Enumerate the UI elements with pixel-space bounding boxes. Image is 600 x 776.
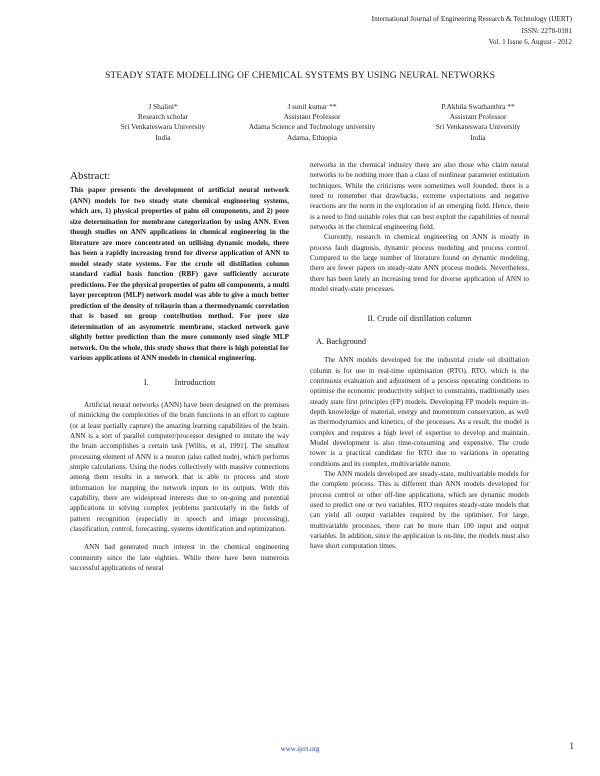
right-paragraph-3: The ANN models developed for the industrial crude oil distillation column is for use in real-time optimisation (RTO). RTO, which is the continuous evaluation and adjustment of a process operating conditions to optimise the economic productivity subject to constraints, traditionally uses steady state first principles (FP) models. Developing FP models require in-depth knowledge of material, energy and momentum conservation, as well as thermodynamics and kinetics, of the processes. As a result, the model is complex and requires a high level of expertise to develop and maintain. Model development is also time-consuming and expensive. The crude tower is a practical candidate for RTO due to variations in operating conditions and its complex, multivariable nature. bbox=[310, 356, 529, 468]
right-paragraph-4: The ANN models developed are steady-state, multivariable models for the complete process. This is different than ANN models developed for process control or other off-line applications, which are dynamic models used to predict one or two variables. RTO requires steady-state models that can yield all output variables required by the optimiser. For large, multivariable processes, there can be more than 100 input and output variables. In addition, since the application is on-line, the models must also have short computation times. bbox=[310, 469, 529, 551]
author-affiliation: Adama Science and Technology university bbox=[248, 122, 376, 132]
section-title: Introduction bbox=[174, 377, 216, 387]
section-number: I. bbox=[143, 377, 149, 387]
author-location: India bbox=[155, 132, 171, 142]
section-2-heading: II. Crude oil distillation column bbox=[367, 314, 472, 324]
intro-paragraph-2: ANN had generated much interest in the chemical engineering community since the late eighties. While there have been numerous successful applications of neural bbox=[70, 543, 289, 572]
author-2 bbox=[232, 102, 392, 143]
right-paragraph-2: Currently, research in chemical engineering on ANN is mostly in process fault diagnosis, dynamic process modeling and process control. Compared to the large number of literature found on dynamic modeling, there are fewer papers on steady-state ANN process models. Nevertheless, there has been lately an increasing trend for diverse application of ANN to model steady-state processes. bbox=[310, 233, 529, 294]
journal-issn: ISSN: 2278-0181 bbox=[521, 26, 572, 35]
journal-header bbox=[372, 14, 572, 49]
author-role: Research scholar bbox=[137, 112, 189, 122]
author-affiliation: Sri Venkateswara University bbox=[120, 122, 206, 132]
subsection-heading: A. Background bbox=[316, 336, 367, 346]
author-name: J Shalini* bbox=[148, 102, 178, 111]
intro-paragraph-1: Artificial neural networks (ANN) have been designed on the premises of mimicking the complexities of the brain functions in an effort to capture (or at least partially capture) the amazing learning capabilities of the brain. ANN is a sort of parallel computer/processor designed to imitate the way the brain accomplishes a certain task [Willis, et al, 1991]. The smallest processing element of ANN is a neuron (also called node), which performs simple calculations. Using the nodes collectively with massive connections among them results in a network that is able to process and store information for mapping the network inputs to its outputs. With this capability, there are widespread interests due to on-going and potential applications in solving complex problems particularly in the fields of pattern recognition (especially in speech and image processing), classification, control, forecasting, systems identification and optimization. bbox=[70, 400, 289, 533]
author-location: India bbox=[470, 132, 486, 142]
journal-volume: Vol. 1 Issue 6, August - 2012 bbox=[488, 38, 572, 46]
author-name: J sunil kumar ** bbox=[287, 102, 337, 111]
journal-name: International Journal of Engineering Research & Technology (IJERT) bbox=[371, 15, 572, 23]
author-location: Adama, Ethiopia bbox=[286, 132, 338, 142]
right-column bbox=[310, 160, 529, 552]
author-name: P.Akhila Swathanthra ** bbox=[441, 102, 515, 111]
right-paragraph-1: networks in the chemical industry there are also those who claim neural networks to be nothing more than a class of nonlinear parameter estimation techniques. While the criticisms were sometimes well founded, there is a need to remember that drawbacks, extreme expectations and negative reactions are the norm in the exploration of an emerging field. Hence, there is a need to find suitable roles that can best exploit the capabilities of neural networks in the chemical engineering field. bbox=[310, 161, 529, 232]
footer-link[interactable]: www.ijert.org bbox=[280, 745, 320, 753]
author-role: Assistant Professor bbox=[283, 112, 341, 122]
author-role: Assistant Professor bbox=[449, 112, 507, 122]
author-1 bbox=[98, 102, 228, 143]
abstract-heading: Abstract: bbox=[70, 170, 111, 182]
author-3 bbox=[398, 102, 558, 143]
page-number: 1 bbox=[569, 741, 574, 751]
author-block bbox=[0, 102, 600, 162]
abstract-text: This paper presents the development of artificial neural network (ANN) models for two steady state chemical engineering systems, which are, 1) physical properties of palm oil components, and 2) pore size determination for membrane categorization by using ANN. Even though studies on ANN applications in chemical engineering in the literature are more concentrated on utilising dynamic models, there has been a rapidly increasing trend for diverse application of ANN to model steady state systems. For the crude oil distillation column standard radial basis function (RBF) gave sufficiently accurate predictions. For the physical properties of palm oil components, a multi layer perceptron (MLP) network model was able to give a much better prediction of the density of trilaurin than a thermodynamic correlation that is based on group contribution method. For pore size determination of an asymmetric membrane, stacked network gave slightly better prediction than the more commonly used single MLP network. On the whole, this study shows that there is high potential for various applications of ANN models in chemical engineering. bbox=[70, 186, 289, 362]
paper-title: STEADY STATE MODELLING OF CHEMICAL SYSTEMS BY USING NEURAL NETWORKS bbox=[104, 70, 496, 81]
author-affiliation: Sri Venkateswara University bbox=[435, 122, 521, 132]
left-column bbox=[70, 170, 289, 573]
section-1-heading bbox=[70, 378, 289, 388]
